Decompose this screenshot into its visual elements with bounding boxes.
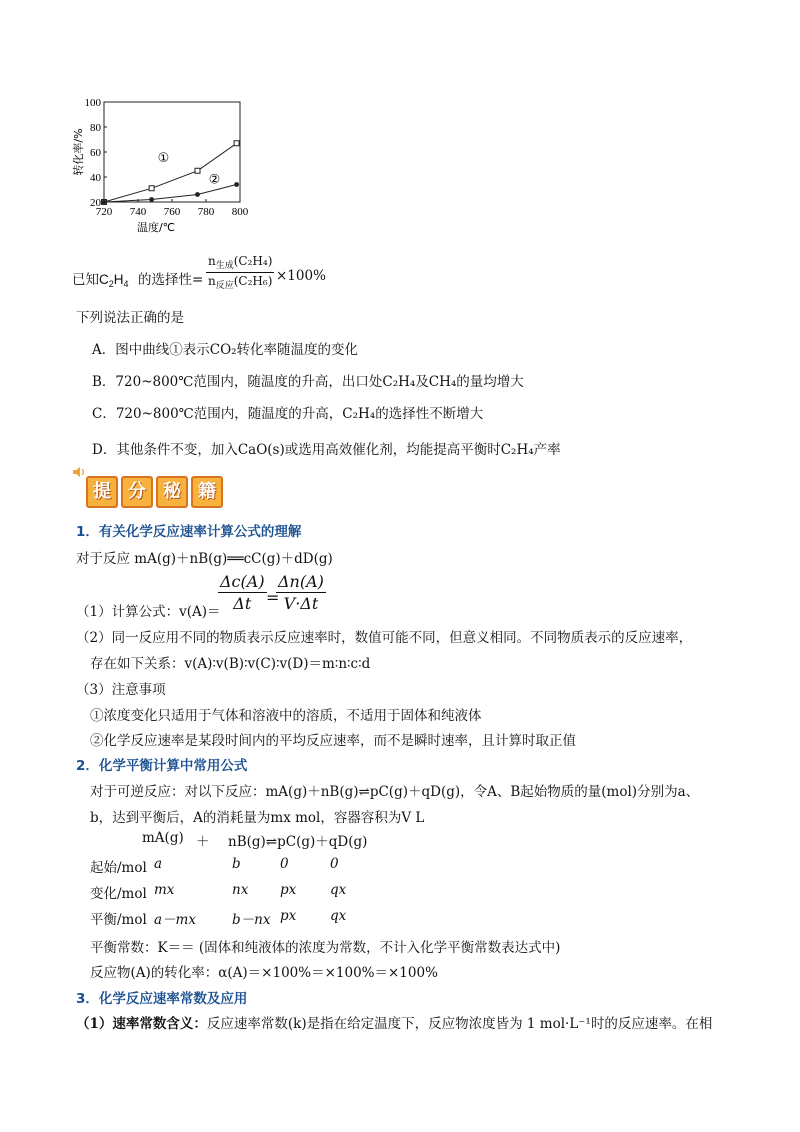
- x-tick-label: 780: [197, 206, 215, 218]
- section1-item3: （3）注意事项: [76, 682, 166, 698]
- ice-header-a: mA(g): [142, 830, 184, 846]
- x-tick-label: 800: [231, 206, 249, 218]
- series-1-point: [195, 168, 200, 173]
- section3-title: 3．化学反应速率常数及应用: [76, 991, 248, 1007]
- series-2-point: [102, 200, 107, 205]
- speaker-icon: [72, 466, 86, 478]
- series-1-point: [149, 186, 154, 191]
- times-100: ×100%: [276, 268, 326, 284]
- selectivity-numerator: $n_{生成}(C_2H_4)$: [208, 254, 273, 271]
- section1-title: 1．有关化学反应速率计算公式的理解: [76, 524, 302, 540]
- question-text: 下列说法正确的是: [76, 310, 184, 326]
- ice-cell-label: 变化/mol: [90, 886, 147, 902]
- section3-item1: [76, 1012, 712, 1032]
- ice-cell-c4: qx: [330, 882, 347, 898]
- option-a[interactable]: A．图中曲线①表示CO₂转化率随温度的变化: [92, 342, 359, 358]
- series-label-2: ②: [208, 172, 221, 188]
- option-b[interactable]: B．720~800℃范围内，随温度的升高，出口处C₂H₄及CH₄的量均增大: [92, 374, 524, 390]
- rate-fraction-1: Δc(A) Δt: [220, 572, 265, 613]
- rate-fraction-2: Δn(A) V·Δt: [278, 572, 324, 613]
- section2-line1: 对于可逆反应：对以下反应：mA(g)＋nB(g)⇌pC(g)＋qD(g)，令A、B起始物质的量(mol)分别为a、: [90, 784, 700, 800]
- ice-cell-c4: qx: [330, 908, 347, 924]
- option-c[interactable]: C．720~800℃范围内，随温度的升高，C₂H₄的选择性不断增大: [92, 406, 484, 422]
- series-1-point: [234, 141, 239, 146]
- selectivity-fraction: [206, 254, 274, 291]
- selectivity-denominator: $n_{反应}(C_2H_6)$: [208, 274, 273, 291]
- ice-cell-c1: a: [154, 856, 163, 872]
- y-tick-label: 40: [90, 172, 101, 184]
- badge-char-4: 籍: [191, 476, 223, 508]
- ice-cell-c4: 0: [330, 856, 339, 872]
- y-tick-label: 60: [90, 147, 101, 159]
- rate-equals: =: [266, 588, 280, 607]
- y-axis-label: 转化率/%: [72, 128, 85, 176]
- series-2-point: [234, 182, 239, 187]
- x-tick-label: 760: [163, 206, 181, 218]
- conversion-chart: [70, 90, 260, 250]
- series-2-point: [195, 192, 200, 197]
- rate-constant-label: （1）速率常数含义：: [76, 1016, 207, 1032]
- note-1: ①浓度变化只适用于气体和溶液中的溶质，不适用于固体和纯液体: [90, 708, 482, 724]
- rate-formula-label: （1）计算公式：v(A)＝: [76, 604, 221, 620]
- ice-cell-c2: b－nx: [232, 912, 271, 928]
- badge-char-1: 提: [86, 476, 118, 508]
- section1-reaction: 对于反应 mA(g)＋nB(g)══cC(g)＋dD(g): [76, 551, 333, 567]
- section1-item2-line2: 存在如下关系：v(A)∶v(B)∶v(C)∶v(D)＝m∶n∶c∶d: [90, 656, 371, 672]
- ice-cell-c3: px: [280, 882, 297, 898]
- x-tick-label: 740: [129, 206, 147, 218]
- section2-line2: b，达到平衡后，A的消耗量为mx mol，容器容积为V L: [90, 810, 425, 826]
- y-tick-label: 80: [90, 122, 101, 134]
- x-axis-label: 温度/℃: [136, 221, 176, 234]
- ice-header-b: nB(g)⇌pC(g)＋qD(g): [228, 834, 368, 850]
- conversion-line: 反应物(A)的转化率：α(A)＝×100%＝×100%＝×100%: [90, 965, 438, 981]
- x-tick-label: 720: [95, 206, 113, 218]
- ice-cell-c3: px: [280, 908, 297, 924]
- series-label-1: ①: [157, 151, 170, 166]
- ice-cell-c3: 0: [280, 856, 289, 872]
- species-c2h4: $C_2H_4$: [99, 272, 129, 289]
- ice-cell-c1: a－mx: [154, 912, 196, 928]
- series-2-point: [149, 197, 154, 202]
- ice-header-plus: ＋: [196, 834, 210, 850]
- selectivity-label: 的选择性=: [138, 272, 204, 288]
- section2-title: 2．化学平衡计算中常用公式: [76, 758, 248, 774]
- ice-cell-c2: nx: [232, 882, 249, 898]
- selectivity-definition: [72, 268, 129, 289]
- ice-cell-c2: b: [232, 856, 241, 872]
- ice-cell-label: 平衡/mol: [90, 912, 147, 928]
- known-prefix: 已知: [72, 272, 99, 288]
- equilibrium-constant-line: 平衡常数：K＝＝ (固体和纯液体的浓度为常数，不计入化学平衡常数表达式中): [90, 940, 561, 956]
- y-tick-label: 20: [90, 197, 101, 209]
- badge-char-3: 秘: [156, 476, 188, 508]
- y-tick-label: 100: [84, 97, 101, 109]
- section1-item2-line1: （2）同一反应用不同的物质表示反应速率时，数值可能不同，但意义相同。不同物质表示的反应速率，: [76, 630, 693, 646]
- ice-cell-c1: mx: [154, 882, 175, 898]
- option-d[interactable]: D．其他条件不变，加入CaO(s)或选用高效催化剂，均能提高平衡时C₂H₄产率: [92, 442, 561, 458]
- rate-constant-text: 反应速率常数(k)是指在给定温度下，反应物浓度皆为 1 mol·L⁻¹时的反应速率。在相: [206, 1016, 713, 1032]
- badge-char-2: 分: [121, 476, 153, 508]
- tips-badge: [86, 476, 246, 516]
- note-2: ②化学反应速率是某段时间内的平均反应速率，而不是瞬时速率，且计算时取正值: [90, 733, 576, 749]
- ice-cell-label: 起始/mol: [90, 860, 147, 876]
